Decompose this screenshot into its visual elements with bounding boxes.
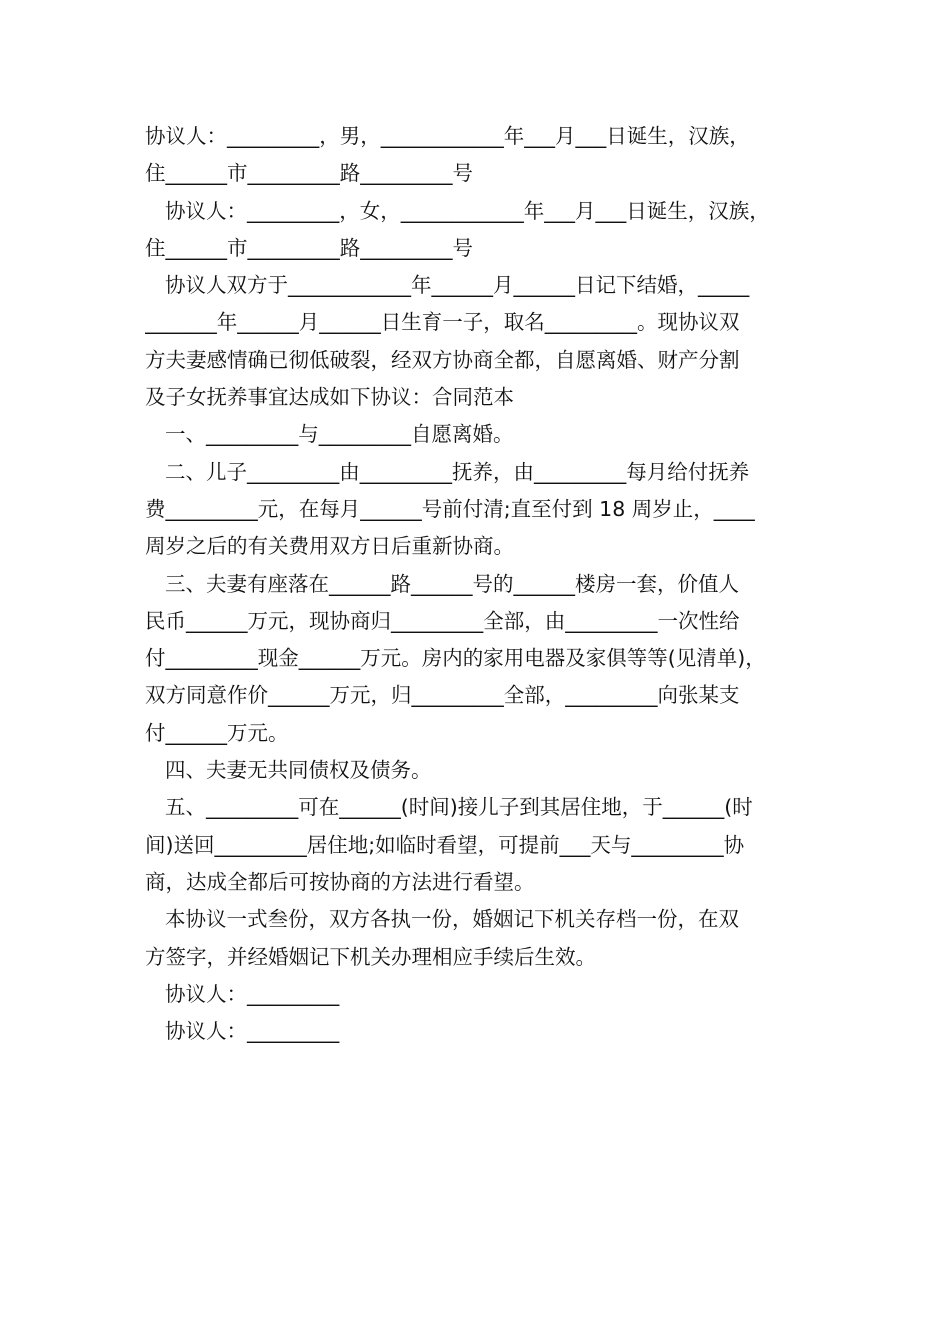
text-line: 五、_________可在______(时间)接儿子到其居住地，于______(时 [165,795,753,820]
text-line: 付_________现金______万元。房内的家用电器及家俱等等(见清单)， [145,646,766,671]
text-line: 方签字，并经婚姻记下机关办理相应手续后生效。 [145,944,596,969]
text-line: 民币______万元，现协商归_________全部，由_________一次性给 [145,608,740,633]
text-line: 三、夫妻有座落在______路______号的______楼房一套，价值人 [165,571,739,596]
text-line: 协议人：_________，女，____________年___月___日诞生，汉族， [165,198,770,223]
signature-line: 协议人：_________ [165,1019,340,1044]
text-line: _______年______月______日生育一子，取名_________。现协议双 [145,310,740,335]
text-line: 及子女抚养事宜达成如下协议：合同范本 [145,385,514,410]
text-line: 住______市_________路_________号 [145,161,473,186]
text-line: 双方同意作价______万元，归_________全部，_________向张某支 [145,683,740,708]
text-line: 二、儿子_________由_________抚养，由_________每月给付抚养 [165,459,750,484]
text-line: 周岁之后的有关费用双方日后重新协商。 [145,534,514,559]
text-line: 本协议一式叁份，双方各执一份，婚姻记下机关存档一份，在双 [165,907,739,932]
text-line: 间)送回_________居住地;如临时看望，可提前___天与_________协 [145,832,745,857]
text-line: 协议人双方于____________年______月______日记下结婚，_____ [165,273,750,298]
text-line: 方夫妻感情确已彻低破裂，经双方协商全都，自愿离婚、财产分割 [145,347,740,372]
text-line: 费_________元，在每月______号前付清;直至付到 18 周岁止，____ [145,496,755,521]
agreement-body [145,118,810,1050]
text-line: 商，达成全都后可按协商的方法进行看望。 [145,869,535,894]
text-line: 一、_________与_________自愿离婚。 [165,422,514,447]
text-line: 四、夫妻无共同债权及债务。 [165,758,432,783]
text-line: 付______万元。 [145,720,289,745]
text-line: 协议人：_________，男，____________年___月___日诞生，汉族， [145,124,750,148]
text-line: 住______市_________路_________号 [145,235,473,260]
signature-line: 协议人：_________ [165,981,340,1006]
